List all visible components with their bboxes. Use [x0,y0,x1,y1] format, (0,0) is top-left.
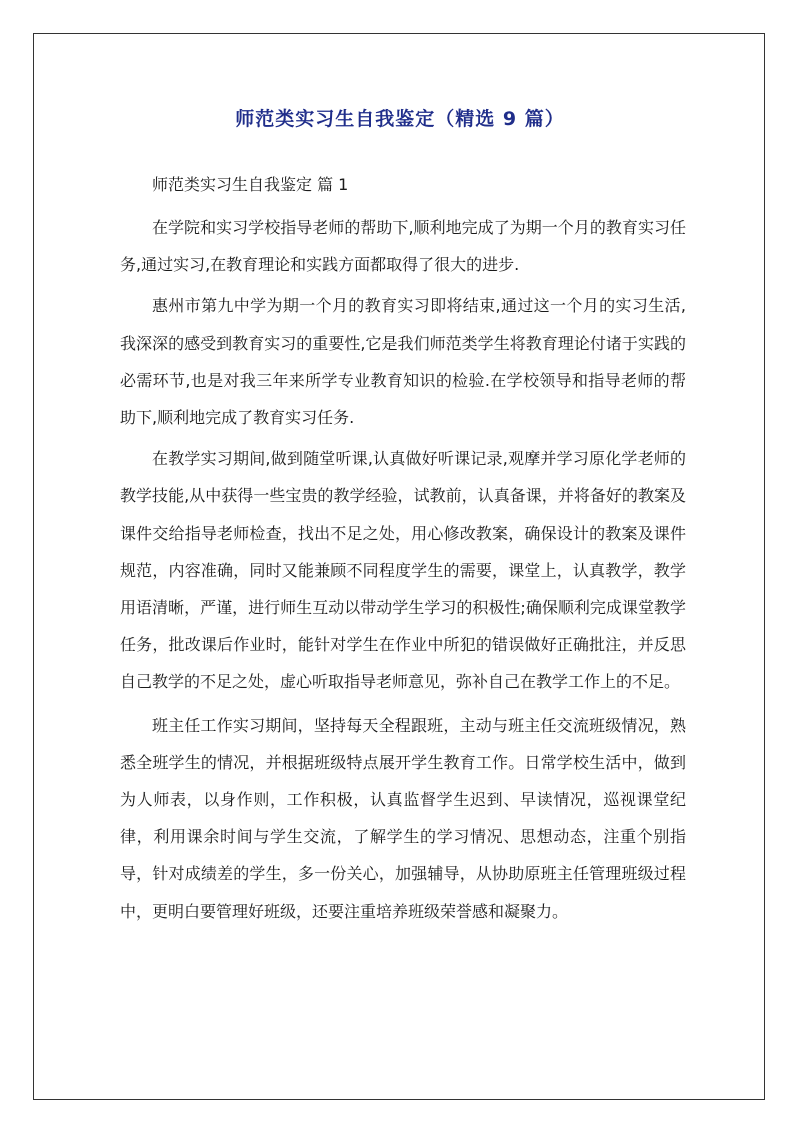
section-heading: 师范类实习生自我鉴定 篇 1 [152,175,349,194]
paragraph-2: 惠州市第九中学为期一个月的教育实习即将结束,通过这一个月的实习生活,我深深的感受到教育实习的重要性,它是我们师范类学生将教育理论付诸于实践的必需环节,也是对我三年来所学专业教育知识的检验.在学校领导和指导老师的帮助下,顺利地完成了教育实习任务. [120,296,686,428]
document-body [120,166,686,930]
paragraph-4: 班主任工作实习期间，坚持每天全程跟班，主动与班主任交流班级情况，熟悉全班学生的情况，并根据班级特点展开学生教育工作。日常学校生活中，做到为人师表，以身作则，工作积极，认真监督学生迟到、早读情况，巡视课堂纪律，利用课余时间与学生交流，了解学生的学习情况、思想动态，注重个别指导，针对成绩差的学生，多一份关心，加强辅导，从协助原班主任管理班级过程中，更明白要管理好班级，还要注重培养班级荣誉感和凝聚力。 [120,715,686,921]
paragraph-1: 在学院和实习学校指导老师的帮助下,顺利地完成了为期一个月的教育实习任务,通过实习,在教育理论和实践方面都取得了很大的进步. [120,218,686,275]
paragraph-3: 在教学实习期间,做到随堂听课,认真做好听课记录,观摩并学习原化学老师的教学技能,从中获得一些宝贵的教学经验，试教前，认真备课，并将备好的教案及课件交给指导老师检查，找出不足之处，用心修改教案，确保设计的教案及课件规范，内容准确，同时又能兼顾不同程度学生的需要，课堂上，认真教学，教学用语清晰，严谨，进行师生互动以带动学生学习的积极性;确保顺利完成课堂教学任务，批改课后作业时，能针对学生在作业中所犯的错误做好正确批注，并反思自己教学的不足之处，虚心听取指导老师意见，弥补自己在教学工作上的不足。 [120,449,686,692]
document-title: 师范类实习生自我鉴定（精选 9 篇） [235,108,565,130]
